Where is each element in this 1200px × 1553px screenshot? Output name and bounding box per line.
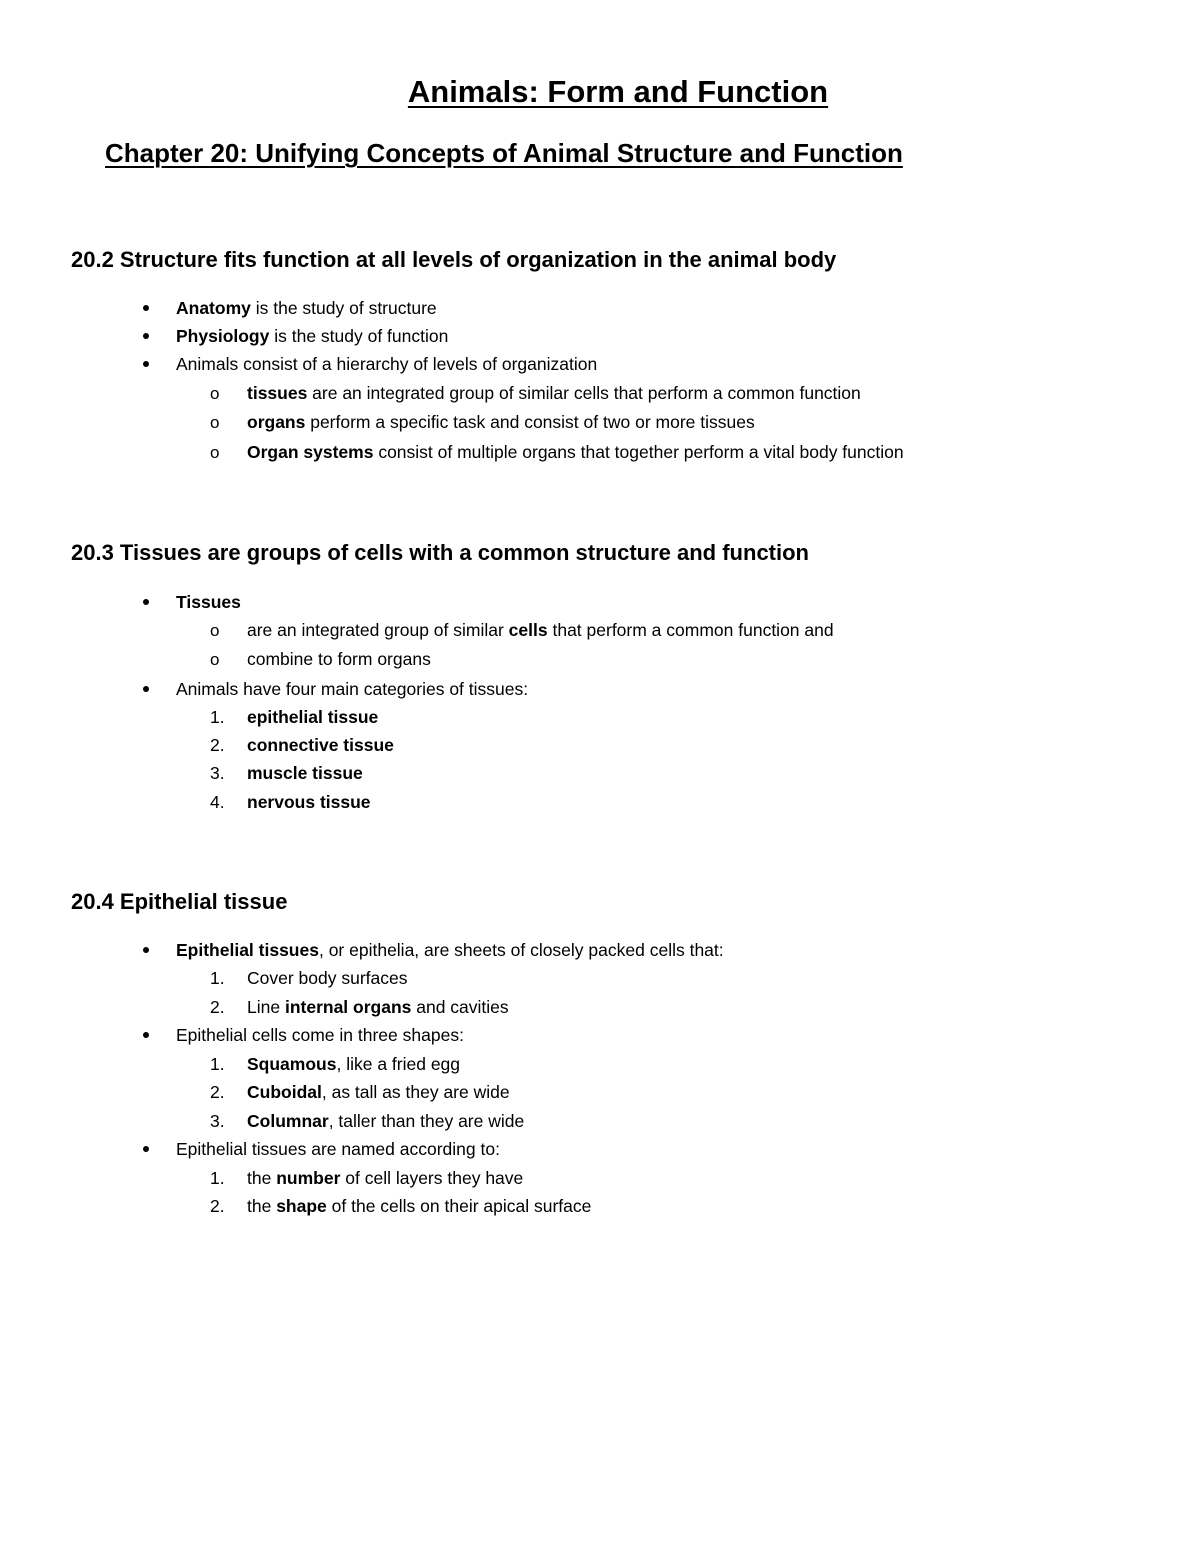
list-item: Epithelial cells come in three shapes: bbox=[176, 1025, 464, 1045]
list-number: 2. bbox=[210, 1082, 225, 1102]
list-number: 2. bbox=[210, 997, 225, 1017]
bullet-icon bbox=[143, 599, 149, 605]
sub-list-item: organs perform a specific task and consist of two or more tissues bbox=[247, 412, 755, 432]
sub-bullet-marker: o bbox=[210, 650, 220, 669]
list-number: 1. bbox=[210, 707, 225, 727]
list-number: 1. bbox=[210, 968, 225, 988]
sub-bullet-marker: o bbox=[210, 443, 220, 462]
list-item: Animals have four main categories of tissues: bbox=[176, 679, 529, 699]
list-number: 4. bbox=[210, 792, 225, 812]
bullet-icon bbox=[143, 947, 149, 953]
numbered-item: Cuboidal, as tall as they are wide bbox=[247, 1082, 510, 1102]
sub-bullet-marker: o bbox=[210, 621, 220, 640]
sub-list-item: combine to form organs bbox=[247, 649, 431, 669]
list-item: Anatomy is the study of structure bbox=[176, 298, 437, 318]
numbered-item: Cover body surfaces bbox=[247, 968, 408, 988]
list-number: 3. bbox=[210, 763, 225, 783]
bullet-icon bbox=[143, 1146, 149, 1152]
numbered-item: epithelial tissue bbox=[247, 707, 379, 727]
numbered-item: the shape of the cells on their apical surface bbox=[247, 1196, 592, 1216]
sub-bullet-marker: o bbox=[210, 413, 220, 432]
bullet-icon bbox=[143, 361, 149, 367]
numbered-item: connective tissue bbox=[247, 735, 394, 755]
list-item: Animals consist of a hierarchy of levels of organization bbox=[176, 354, 598, 374]
list-item: Physiology is the study of function bbox=[176, 326, 449, 346]
numbered-item: Squamous, like a fried egg bbox=[247, 1054, 461, 1074]
sub-list-item: Organ systems consist of multiple organs that together perform a vital body function bbox=[247, 442, 904, 462]
bullet-icon bbox=[143, 333, 149, 339]
numbered-item: Columnar, taller than they are wide bbox=[247, 1111, 525, 1131]
list-number: 1. bbox=[210, 1054, 225, 1074]
section-20-4-heading: 20.4 Epithelial tissue bbox=[71, 889, 288, 914]
list-number: 2. bbox=[210, 1196, 225, 1216]
bullet-icon bbox=[143, 1032, 149, 1038]
sub-bullet-marker: o bbox=[210, 384, 220, 403]
numbered-item: muscle tissue bbox=[247, 763, 363, 783]
list-number: 3. bbox=[210, 1111, 225, 1131]
list-item: Epithelial tissues are named according to: bbox=[176, 1139, 500, 1159]
bullet-icon bbox=[143, 686, 149, 692]
bullet-icon bbox=[143, 305, 149, 311]
section-20-3-heading: 20.3 Tissues are groups of cells with a common structure and function bbox=[71, 540, 809, 565]
list-number: 1. bbox=[210, 1168, 225, 1188]
list-item: Epithelial tissues, or epithelia, are sheets of closely packed cells that: bbox=[176, 940, 724, 960]
document-title: Animals: Form and Function bbox=[407, 74, 829, 109]
sub-list-item: are an integrated group of similar cells that perform a common function and bbox=[247, 620, 834, 640]
list-item: Tissues bbox=[176, 592, 241, 612]
sub-list-item: tissues are an integrated group of similar cells that perform a common function bbox=[247, 383, 861, 403]
list-number: 2. bbox=[210, 735, 225, 755]
section-20-2-heading: 20.2 Structure fits function at all levels of organization in the animal body bbox=[71, 247, 837, 272]
numbered-item: nervous tissue bbox=[247, 792, 371, 812]
chapter-title: Chapter 20: Unifying Concepts of Animal Structure and Function bbox=[105, 138, 903, 168]
numbered-item: Line internal organs and cavities bbox=[247, 997, 509, 1017]
numbered-item: the number of cell layers they have bbox=[247, 1168, 524, 1188]
